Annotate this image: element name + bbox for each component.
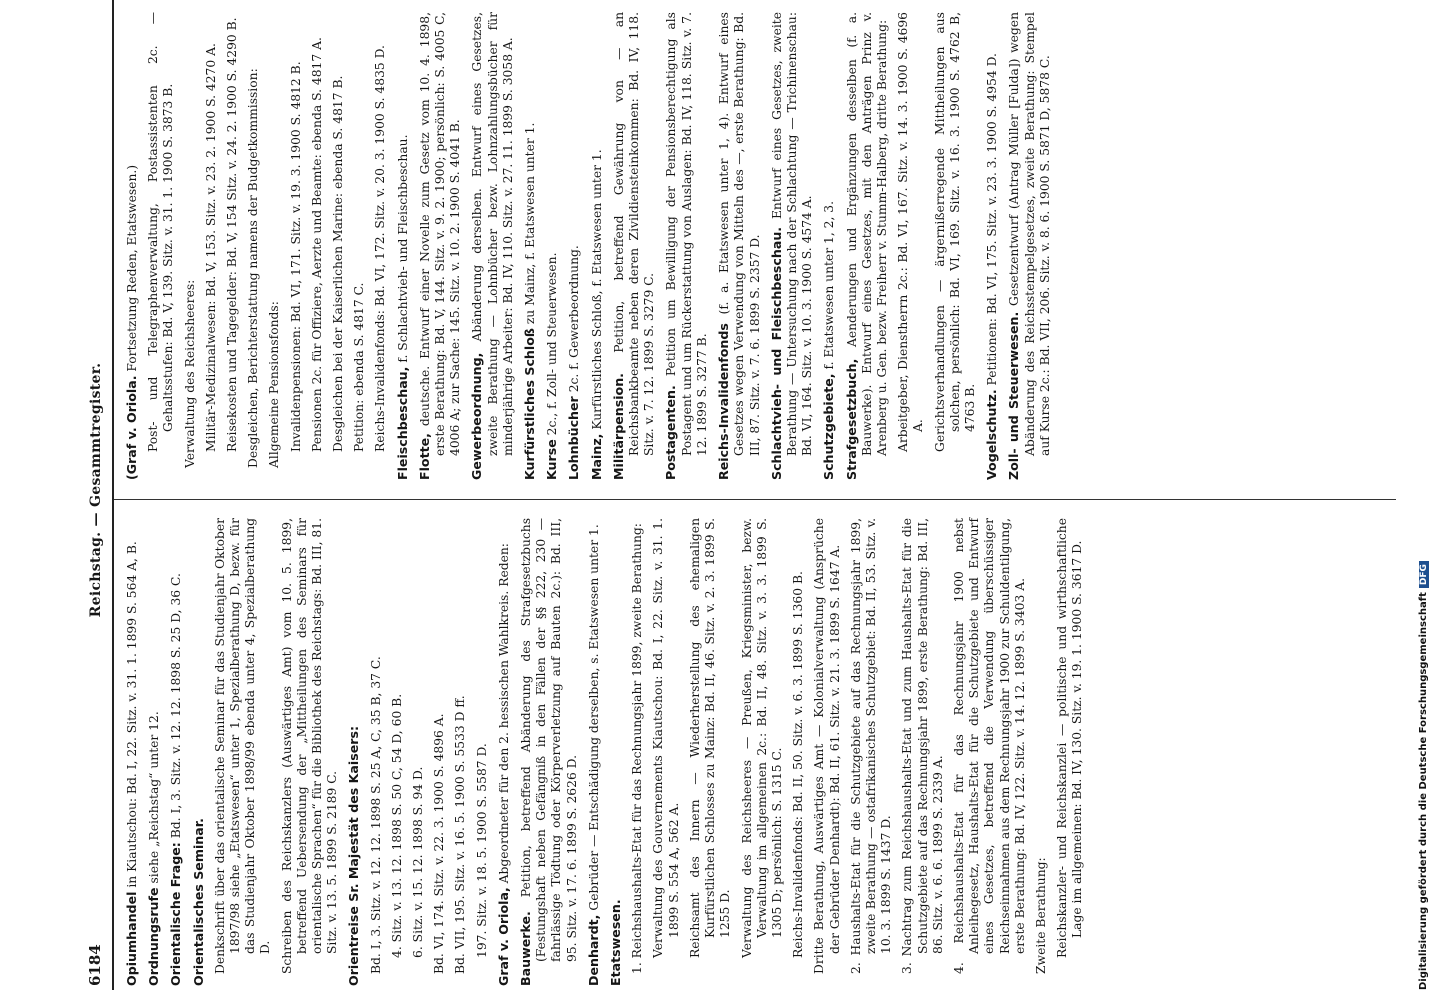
left-column xyxy=(124,518,1086,986)
register-entry xyxy=(475,518,490,986)
entry-text: Desgleichen bei der Kaiserlichen Marine: ebenda S. 4817 B. xyxy=(331,75,346,452)
entry-text: 4. Sitz. v. 13. 12. 1898 S. 50 C, 54 D, 60 B. xyxy=(389,693,404,958)
register-entry xyxy=(124,518,140,986)
register-entry xyxy=(663,12,710,480)
credit-text: Digitalisierung gefördert durch die Deutsche Forschungsgemeinschaft xyxy=(1418,592,1429,990)
entry-text: Verwaltung des Gouvernements Kiautschou: Bd. I, 22. Sitz. v. 31. 1. 1899 S. 554 A, 562 A. xyxy=(651,518,681,958)
entry-text: 6. Sitz. v. 15. 12. 1898 S. 94 D. xyxy=(411,766,426,958)
entry-text: Petition um Bewilligung der Pensionsberechtigung als Postagent und um Rückerstattung von Auslagen: Bd. IV, 118. Sitz. v. 7. 12. 1899 S. 3277 B. xyxy=(664,12,709,456)
register-entry xyxy=(213,518,274,986)
register-entry xyxy=(346,518,362,986)
entry-text: Gesetzentwurf (Antrag Müller [Fulda]) wegen Abänderung des Reichsstempelgesetzes, zweite Berathung: Stempel auf Kurse 2c.: Bd. VII, 206. Sitz. v. 8. 6. 1900 S. 5871 D, 5878 C. xyxy=(1007,12,1052,456)
entry-text: Reisekosten und Tagegelder: Bd. V, 154 Sitz. v. 24. 2. 1900 S. 4290 B. xyxy=(225,17,240,452)
register-entry xyxy=(168,518,184,986)
header-rule xyxy=(112,0,114,990)
entry-text: Petition, betreffend Abänderung des Strafgesetzbuchs (Festungshaft neben Gefängniß in den Fällen der §§ 222, 230 — fahrlässige Tödtung oder Körperverletzung auf Bauten 2c.): Bd. III, 95. Sitz. v. 17. 6. 1899 S. 2626 D. xyxy=(519,518,579,962)
register-entry xyxy=(411,518,426,986)
register-entry xyxy=(522,12,538,480)
register-entry xyxy=(844,12,891,480)
entry-keyword: Bauwerke. xyxy=(518,911,534,986)
entry-text: Fortsetzung Reden, Etatswesen.) xyxy=(125,164,139,376)
register-entry xyxy=(369,518,384,986)
entry-text: (f. a. Etatswesen unter 1, 4). Entwurf eines Gesetzes wegen Verwendung von Mitteln des —, erste Berathung: Bd. III, 87. Sitz. v. 7. 6. 1899 S. 2357 D. xyxy=(717,12,762,456)
entry-keyword: Fleischbeschau, xyxy=(394,366,410,480)
dfg-logo: DFG xyxy=(1419,561,1429,588)
register-entry xyxy=(204,12,219,480)
entry-text: siehe „Reichstag“ unter 12. xyxy=(147,711,162,888)
entry-keyword: Denhardt, xyxy=(585,914,601,986)
register-entry xyxy=(849,518,895,986)
entry-keyword: Kurse xyxy=(544,439,560,480)
register-entry xyxy=(417,12,464,480)
register-entry xyxy=(933,12,979,480)
register-entry xyxy=(496,518,512,986)
entry-text: 2. Haushalts-Etat für die Schutzgebiete auf das Rechnungsjahr 1899, zweite Berathung — ostafrikanisches Schutzgebiet: Bd. II, 53. Sitz. v. 10. 3. 1899 S. 1437 D. xyxy=(848,518,894,974)
register-entry xyxy=(608,518,624,986)
entry-text: 4. Reichshaushalts-Etat für das Rechnungsjahr 1900 nebst Anleihegesetz, Haushalts-Etat für die Schutzgebiete und Entwurf eines Gesetzes, betreffend die Verwendung überschüssiger Reichseinnahmen aus dem Rechnungsjahr 1900 zur Schuldentilgung, erste Berathung: Bd. IV, 122. Sitz. v. 14. 12. 1899 S. 3403 A. xyxy=(951,518,1027,974)
entry-keyword: Vogelschutz. xyxy=(984,389,1000,480)
entry-text: Gerichtsverhandlungen — ärgernißerregende Mittheilungen aus solchen, persönlich: Bd. VI, 169. Sitz. v. 16. 3. 1900 S. 4762 B, 4763 B. xyxy=(932,12,977,452)
register-entry xyxy=(124,12,140,480)
register-entry xyxy=(267,12,282,480)
entry-text: 2c. f. Gewerbeordnung. xyxy=(567,245,582,397)
register-entry xyxy=(146,518,162,986)
entry-keyword: Opiumhandel xyxy=(124,891,139,986)
register-entry xyxy=(453,518,468,986)
register-entry xyxy=(373,12,388,480)
entry-text: Entwurf eines Gesetzes, zweite Berathung — Untersuchung nach der Schlachtung — Trichinenschau: Bd. VI, 164. Sitz. v. 10. 3. 1900 S. 4574 A. xyxy=(769,12,815,456)
register-entry xyxy=(630,518,645,986)
register-entry xyxy=(280,518,341,986)
register-entry xyxy=(812,518,842,986)
entry-text: 3. Nachtrag zum Reichshaushalts-Etat und zum Haushalts-Etat für die Schutzgebiete auf das Rechnungsjahr 1899, erste Berathung: Bd. III, 86. Sitz. v. 6. 6. 1899 S. 2339 A. xyxy=(900,518,945,974)
rotated-page xyxy=(20,0,1400,990)
register-entry xyxy=(611,12,658,480)
entry-text: zu Mainz, f. Etatswesen unter 1. xyxy=(523,122,538,329)
entry-text: Reichsamt des Innern — Wiederherstellung des ehemaligen Kurfürstlichen Schlosses zu Mainz: Bd. II, 46. Sitz. v. 2. 3. 1899 S. 1255 D. xyxy=(687,518,733,958)
register-entry xyxy=(1055,518,1085,986)
register-entry xyxy=(900,518,946,986)
entry-text: Zweite Berathung: xyxy=(1033,857,1048,974)
entry-keyword: Gewerbeordnung, xyxy=(469,352,485,480)
entry-text: Desgleichen, Berichterstattung namens der Budgetkommission: xyxy=(246,68,261,468)
entry-text: Pensionen 2c. für Offiziere, Aerzte und Beamte: ebenda S. 4817 A. xyxy=(309,37,324,452)
entry-text: Petitionen: Bd. VI, 175. Sitz. v. 23. 3. 1900 S. 4954 D. xyxy=(985,53,1000,390)
entry-keyword: Lohnbücher xyxy=(566,396,582,480)
entry-text: Bd. I, 3. Sitz. v. 12. 12. 1898 S. 25 A, C, 35 B, 37 C. xyxy=(368,656,383,974)
entry-text: Dritte Berathung, Auswärtiges Amt — Kolonialverwaltung (Ansprüche der Gebrüder Denhardt): Bd. II, 61. Sitz. v. 21. 3. 1899 S. 1647 A. xyxy=(812,518,842,974)
entry-text: deutsche. Entwurf einer Novelle zum Gesetz vom 10. 4. 1898, erste Berathung: Bd. V, 144. Sitz. v. 9. 2. 1900; persönlich: S. 4005 C, 4006 A; zur Sache: 145. Sitz. v. 10. 2. 1900 S. 4041 B. xyxy=(417,12,463,456)
entry-keyword: Reichs-Invalidenfonds xyxy=(716,323,732,480)
register-entry xyxy=(952,518,1028,986)
register-entry xyxy=(289,12,304,480)
entry-text: Post- und Telegraphenverwaltung, Postassistenten 2c. — Gehaltsstufen: Bd. V, 139. Sitz. v. 31. 1. 1900 S. 3873 B. xyxy=(146,12,176,452)
entry-text: Denkschrift über das orientalische Seminar für das Studienjahr Oktober 1897/98 siehe „Etatswesen“ unter 1, Spezialberathung D, bezw. für das Studienjahr Oktober 1898/99 ebenda unter 4, Spezialberathung D. xyxy=(212,518,273,974)
entry-keyword: Graf v. Oriola, xyxy=(495,887,511,986)
register-entry xyxy=(310,12,325,480)
register-entry xyxy=(246,12,261,480)
entry-keyword: Orientalisches Seminar. xyxy=(190,818,206,986)
register-entry xyxy=(225,12,240,480)
register-entry xyxy=(395,12,411,480)
entry-text: Petition: ebenda S. 4817 C. xyxy=(352,282,367,452)
entry-keyword: Flotte, xyxy=(416,433,432,480)
register-entry xyxy=(469,12,516,480)
entry-text: Verwaltung des Reichsheeres: xyxy=(182,279,197,468)
register-entry xyxy=(740,518,786,986)
entry-text: Verwaltung des Reichsheeres — Preußen, Kriegsminister, bezw. Verwaltung im allgemeinen 2c.: Bd. II, 48. Sitz. v. 3. 3. 1899 S. 1305 D; persönlich: S. 1315 C. xyxy=(739,518,784,958)
entry-text: in Kiautschou: Bd. I, 22. Sitz. v. 31. 1. 1899 S. 564 A, B. xyxy=(125,541,139,892)
entry-keyword: (Graf v. Oriola. xyxy=(124,375,139,480)
register-entry xyxy=(146,12,176,480)
entry-text: Bd. VI, 174. Sitz. v. 22. 3. 1900 S. 4896 A. xyxy=(432,713,447,974)
entry-text: Kurfürstliches Schloß, f. Etatswesen unter 1. xyxy=(589,149,604,434)
entry-keyword: Kurfürstliches Schloß xyxy=(522,328,538,480)
register-entry xyxy=(896,12,926,480)
register-entry xyxy=(716,12,763,480)
register-entry xyxy=(183,12,198,480)
entry-text: Arbeitgeber, Dienstherrn 2c.: Bd. VI, 167. Sitz. v. 14. 3. 1900 S. 4696 A. xyxy=(896,12,926,452)
register-entry xyxy=(352,12,367,480)
entry-text: Abänderung derselben. Entwurf eines Gesetzes, zweite Berathung — Lohnbücher bezw. Lohnzahlungsbücher für minderjährige Arbeiter: Bd. IV, 110. Sitz. v. 27. 11. 1899 S. 3058 A. xyxy=(470,12,515,456)
register-entry xyxy=(432,518,447,986)
entry-text: 1. Reichshaushalts-Etat für das Rechnungsjahr 1899, zweite Berathung: xyxy=(630,523,645,974)
entry-text: Invalidenpensionen: Bd. VI, 171. Sitz. v. 19. 3. 1900 S. 4812 B. xyxy=(288,61,303,452)
entry-text: f. Etatswesen unter 1, 2, 3. xyxy=(822,200,837,374)
register-entry xyxy=(586,518,602,986)
running-head: Reichstag. — Gesammtregister. xyxy=(88,362,104,618)
entry-text: f. Schlachtvieh- und Fleischbeschau. xyxy=(395,134,410,367)
register-entry xyxy=(984,12,1000,480)
entry-keyword: Schlachtvieh- und Fleischbeschau. xyxy=(768,226,784,480)
entry-keyword: Zoll- und Steuerwesen. xyxy=(1006,311,1022,480)
register-entry xyxy=(518,518,580,986)
entry-keyword: Orientreise Sr. Majestät des Kaisers: xyxy=(346,725,362,986)
column-divider xyxy=(114,499,1396,500)
entry-text: Schreiben des Reichskanzlers (Auswärtiges Amt) vom 10. 5. 1899, betreffend Uebersendung der „Mittheilungen des Seminars für orientalische Sprachen“ für die Bibliothek des Reichstags: Bd. III, 81. Sitz. v. 13. 5. 1899 S. 2189 C. xyxy=(279,518,340,974)
entry-text: Abgeordneter für den 2. hessischen Wahlkreis. Reden: xyxy=(496,543,511,888)
entry-text: Bd. VII, 195. Sitz. v. 16. 5. 1900 S. 5533 D ff. xyxy=(453,695,468,974)
register-entry xyxy=(1034,518,1049,986)
register-entry xyxy=(191,518,207,986)
entry-keyword: Strafgesetzbuch, xyxy=(843,358,859,480)
entry-keyword: Schutzgebiete, xyxy=(821,373,837,480)
register-entry xyxy=(769,12,816,480)
entry-keyword: Ordnungsrufe xyxy=(146,887,162,986)
entry-keyword: Postagenten. xyxy=(663,385,679,480)
entry-text: Bd. I, 3. Sitz. v. 12. 12. 1898 S. 25 D, 36 C. xyxy=(169,573,184,843)
register-entry xyxy=(589,12,605,480)
register-entry xyxy=(390,518,405,986)
entry-text: Allgemeine Pensionsfonds: xyxy=(267,301,282,468)
register-entry xyxy=(331,12,346,480)
register-entry xyxy=(791,518,806,986)
entry-text: Aenderungen und Ergänzungen desselben (f. a. Bauwerke). Entwurf eines Gesetzes, mit den Anträgen Prinz v. Arenberg u. Gen. bezw. Freiherr v. Stumm-Halberg, dritte Berathung: xyxy=(844,12,889,456)
entry-text: Militär-Medizinalwesen: Bd. V, 153. Sitz. v. 23. 2. 1900 S. 4270 A. xyxy=(203,43,218,452)
entry-text: Reichs-Invalidenfonds: Bd. VI, 172. Sitz. v. 20. 3. 1900 S. 4835 D. xyxy=(373,45,388,452)
entry-text: 197. Sitz. v. 18. 5. 1900 S. 5587 D. xyxy=(474,743,489,958)
right-column xyxy=(124,12,1053,480)
register-entry xyxy=(1006,12,1053,480)
entry-text: 2c., f. Zoll- und Steuerwesen. xyxy=(545,252,560,440)
page-number: 6184 xyxy=(86,944,104,986)
digitization-credit xyxy=(1418,561,1429,990)
entry-text: Gebrüder — Entschädigung derselben, s. Etatswesen unter 1. xyxy=(586,524,601,915)
entry-keyword: Orientalische Frage: xyxy=(168,842,184,986)
entry-keyword: Militärpension. xyxy=(610,373,626,480)
register-entry xyxy=(821,12,837,480)
register-entry xyxy=(688,518,734,986)
entry-text: Reichs-Invalidenfonds: Bd. II, 50. Sitz. v. 6. 3. 1899 S. 1360 B. xyxy=(791,571,806,958)
entry-text: Reichskanzler- und Reichskanzlei — politische und wirthschaftliche Lage im allgemeinen: Bd. IV, 130. Sitz. v. 19. 1. 1900 S. 3617 D. xyxy=(1055,518,1085,958)
entry-keyword: Mainz, xyxy=(588,433,604,480)
entry-text: Petition, betreffend Gewährung von — an Reichsbankbeamte neben deren Zivildiensteinkommen: Bd. IV, 118. Sitz. v. 7. 12. 1899 S. 3279 C. xyxy=(611,12,657,456)
entry-keyword: Etatswesen. xyxy=(608,899,624,986)
register-entry xyxy=(566,12,582,480)
register-entry xyxy=(651,518,681,986)
register-entry xyxy=(544,12,560,480)
